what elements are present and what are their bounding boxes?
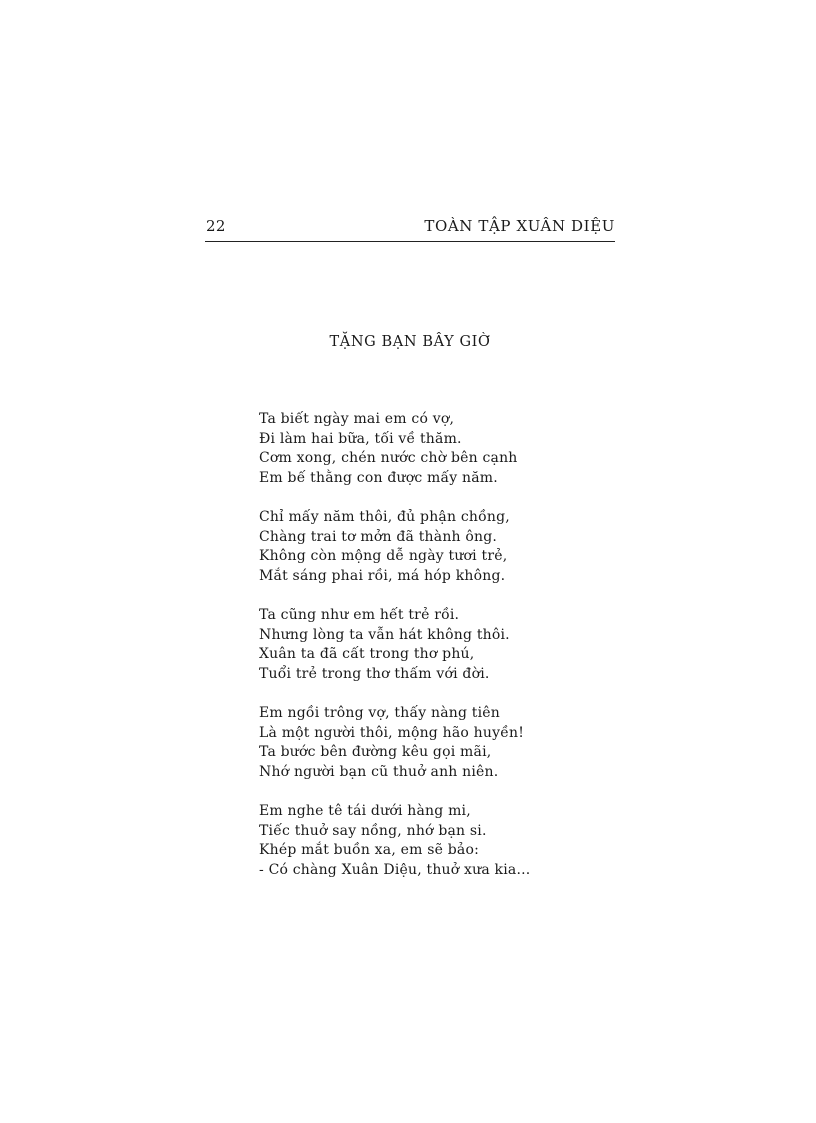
- verse-line: Xuân ta đã cất trong thơ phú,: [259, 646, 475, 662]
- verse-line: Nhưng lòng ta vẫn hát không thôi.: [259, 626, 510, 643]
- stanza-1: [259, 410, 599, 488]
- verse-line: Mắt sáng phai rồi, má hóp không.: [259, 567, 506, 584]
- verse-line: Chỉ mấy năm thôi, đủ phận chồng,: [259, 509, 510, 525]
- poem-title: TẶNG BẠN BÂY GIỜ: [329, 334, 491, 350]
- verse-line: Chàng trai tơ mởn đã thành ông.: [259, 528, 498, 545]
- verse-line: Em ngồi trông vợ, thấy nàng tiên: [259, 705, 501, 721]
- stanza-5: [259, 802, 599, 880]
- verse-line: Cơm xong, chén nước chờ bên cạnh: [259, 450, 518, 466]
- page-header: [205, 215, 615, 242]
- verse-line: Đi làm hai bữa, tối về thăm.: [259, 430, 462, 447]
- verse-line: Ta biết ngày mai em có vợ,: [259, 411, 455, 427]
- running-title: TOÀN TẬP XUÂN DIỆU: [424, 217, 615, 235]
- verse-line: Em nghe tê tái dưới hàng mi,: [259, 803, 471, 819]
- verse-line: - Có chàng Xuân Diệu, thuở xưa kia...: [259, 861, 531, 878]
- page-number: 22: [206, 217, 226, 235]
- poem-body: [259, 410, 599, 900]
- verse-line: Ta bước bên đường kêu gọi mãi,: [259, 744, 492, 760]
- verse-line: Tuổi trẻ trong thơ thấm với đời.: [259, 665, 490, 682]
- verse-line: Tiếc thuở say nồng, nhớ bạn si.: [259, 822, 487, 839]
- stanza-4: [259, 704, 599, 782]
- verse-line: Ta cũng như em hết trẻ rồi.: [259, 607, 460, 623]
- verse-line: Là một người thôi, mộng hão huyền!: [259, 724, 525, 741]
- verse-line: Em bế thằng con được mấy năm.: [259, 469, 498, 486]
- stanza-3: [259, 606, 599, 684]
- stanza-2: [259, 508, 599, 586]
- verse-line: Không còn mộng dễ ngày tươi trẻ,: [259, 548, 508, 564]
- verse-line: Khép mắt buồn xa, em sẽ bảo:: [259, 842, 480, 858]
- verse-line: Nhớ người bạn cũ thuở anh niên.: [259, 763, 499, 780]
